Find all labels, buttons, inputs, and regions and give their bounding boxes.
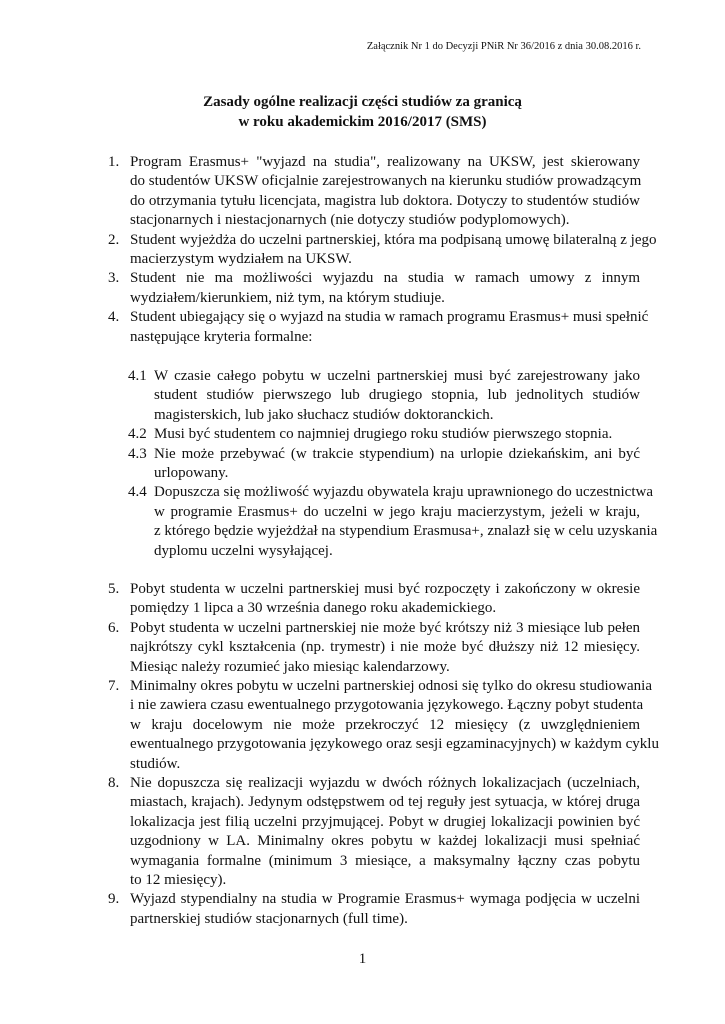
text-line: do studentów UKSW oficjalnie zarejestrowanych na kierunku studiów prowadzącym [130,173,642,190]
text-line: macierzystym wydziałem na UKSW. [130,251,352,267]
text-line: i nie zawiera czasu ewentualnego przygotowania językowego. Łączny pobyt studenta [130,697,644,714]
list-item-3 [108,269,640,308]
text-line: w programie Erasmus+ do uczelni w jego kraju macierzystym, jeżeli w kraju, [154,503,640,520]
text-line: studiów. [130,755,181,772]
text-line: urlopowany. [154,465,229,481]
item-number: 2. [108,231,120,248]
item-text [130,231,657,270]
list-item-9 [108,890,640,929]
text-line: magisterskich, lub jako słuchacz studiów doktoranckich. [154,406,494,423]
text-line: uzgodniony w LA. Minimalny okres pobytu w każdej lokalizacji musi spełniać [130,833,640,850]
text-line: Student ubiegający się o wyjazd na studia w ramach programu Erasmus+ musi spełnić [130,309,649,326]
item-number: 7. [108,678,120,694]
list-item-8 [108,774,640,890]
text-line: Program Erasmus+ "wyjazd na studia", realizowany na UKSW, jest skierowany [130,154,640,170]
item-text [130,774,640,890]
text-line: pomiędzy 1 lipca a 30 września danego roku akademickiego. [130,600,497,617]
item-text [130,890,640,929]
item-text [130,580,640,619]
sub-item-4-3 [128,445,640,484]
item-text [130,619,640,677]
text-line: najkrótszy cykl kształcenia (np. trymestr) i nie może być dłuższy niż 12 miesięcy. [130,639,640,656]
text-line: do otrzymania tytułu licencjata, magistra lub doktora. Dotyczy to studentów studiów [130,192,640,209]
sub-item-number: 4.4 [128,484,147,501]
text-line: w kraju docelowym nie może przekroczyć 12 miesięcy (z uwzględnieniem [130,716,640,733]
text-line: to 12 miesięcy). [130,872,227,889]
list-item-7 [108,677,659,774]
sub-item-4-4 [128,483,658,561]
item-number: 8. [108,775,120,791]
item-number: 3. [108,270,120,287]
text-line: wydziałem/kierunkiem, niż tym, na którym studiuje. [130,289,445,306]
item-number: 5. [108,581,120,597]
header-annex-note: Załącznik Nr 1 do Decyzji PNiR Nr 36/2016 z dnia 30.08.2016 r. [366,41,641,52]
sub-item-text [154,445,640,484]
item-number: 6. [108,619,120,636]
text-line: miastach, krajach). Jedynym odstępstwem od tej reguły jest sytuacja, w której druga [130,794,640,811]
title-line-1: Zasady ogólne realizacji części studiów za granicą [203,94,522,110]
item-number: 1. [108,154,120,170]
page-number: 1 [358,951,367,967]
text-line: wymagania formalne (minimum 3 miesiące, a maksymalny łączny czas pobytu [130,852,640,869]
text-line: ewentualnego przygotowania językowego oraz sesji egzaminacyjnych) w każdym cyklu [130,736,659,753]
title-line-2: w roku akademickim 2016/2017 (SMS) [238,114,487,130]
text-line: Miesiąc należy rozumieć jako miesiąc kalendarzowy. [130,658,450,675]
item-text [130,269,640,308]
text-line: student studiów pierwszego lub drugiego stopnia, lub jednolitych studiów [154,387,640,404]
text-line: partnerskiej studiów stacjonarnych (full time). [130,910,408,927]
item-text [130,153,640,231]
item-number: 9. [108,891,120,908]
text-line: Student nie ma możliwości wyjazdu na studia w ramach umowy z innym [130,270,640,287]
text-line: Wyjazd stypendialny na studia w Programie Erasmus+ wymaga podjęcia w uczelni [130,891,640,908]
text-line: Nie może przebywać (w trakcie stypendium) na urlopie dziekańskim, ani być [154,445,640,462]
text-line: Minimalny okres pobytu w uczelni partnerskiej odnosi się tylko do okresu studiowania [130,678,652,694]
sub-item-4-2 [128,425,640,444]
list-item-5 [108,580,640,619]
sub-item-text [154,425,640,444]
text-line: Dopuszcza się możliwość wyjazdu obywatela kraju uprawnionego do uczestnictwa [154,484,653,501]
item-number: 4. [108,309,120,326]
sub-item-number: 4.2 [128,426,147,443]
item-text [130,308,649,347]
text-line: stacjonarnych i niestacjonarnych (nie dotyczy studiów podyplomowych). [130,212,570,229]
document-title [0,92,725,132]
item-text [130,677,659,774]
text-line: Musi być studentem co najmniej drugiego roku studiów pierwszego stopnia. [154,426,613,443]
sub-item-number: 4.1 [128,368,147,384]
text-line: Nie dopuszcza się realizacji wyjazdu w dwóch różnych lokalizacjach (uczelniach, [130,775,640,791]
text-line: następujące kryteria formalne: [130,328,313,345]
text-line: Student wyjeżdża do uczelni partnerskiej, która ma podpisaną umowę bilateralną z jego [130,231,657,248]
text-line: dyplomu uczelni wysyłającej. [154,542,333,559]
list-item-6 [108,619,640,677]
list-item-4 [108,308,649,347]
sub-item-text [154,367,640,425]
text-line: Pobyt studenta w uczelni partnerskiej nie może być krótszy niż 3 miesiące lub pełen [130,619,640,636]
sub-item-number: 4.3 [128,445,147,462]
text-line: Pobyt studenta w uczelni partnerskiej musi być rozpoczęty i zakończony w okresie [130,581,640,597]
text-line: lokalizacja jest filią uczelni przyjmującej. Pobyt w drugiej lokalizacji powinien być [130,813,640,830]
list-item-1 [108,153,640,231]
text-line: z którego będzie wyjeżdżał na stypendium Erasmusa+, znalazł się w celu uzyskania [154,523,658,540]
sub-item-text [154,483,658,561]
list-item-2 [108,231,657,270]
text-line: W czasie całego pobytu w uczelni partnerskiej musi być zarejestrowany jako [154,368,640,384]
sub-item-4-1 [128,367,640,425]
